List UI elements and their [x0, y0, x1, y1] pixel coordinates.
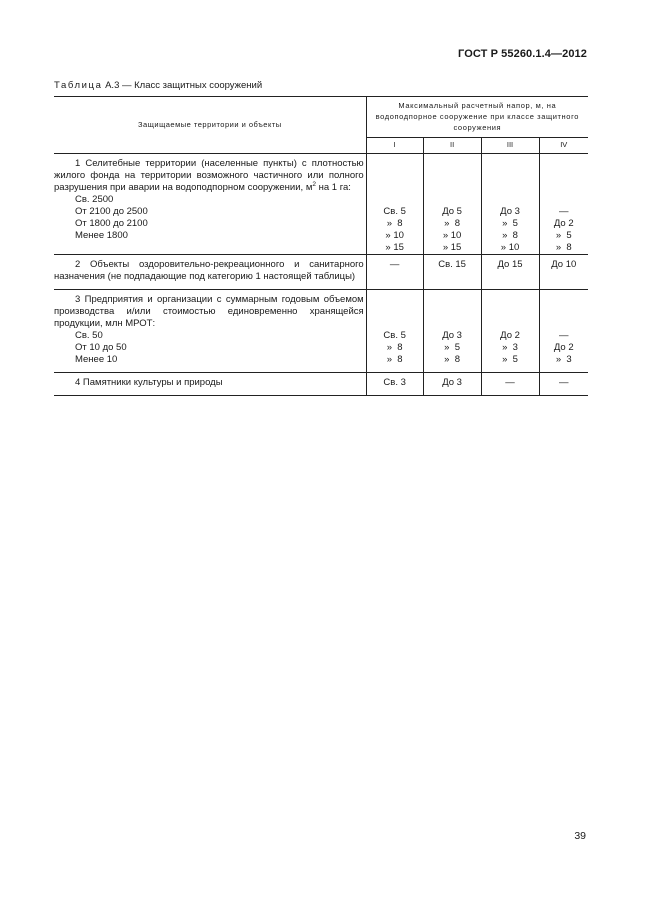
- value-cell: Св. 5 » 8 » 10 » 15: [366, 154, 423, 255]
- value-cell: До 15: [481, 255, 539, 290]
- table-caption: [54, 80, 262, 91]
- row-1-subitem: Св. 2500: [75, 194, 114, 205]
- value-cell: До 5 » 8 » 10 » 15: [423, 154, 481, 255]
- protective-structures-table: [54, 96, 588, 396]
- table-row: [54, 290, 588, 373]
- row-1-subitem: Менее 1800: [75, 230, 128, 241]
- table-row: [54, 373, 588, 396]
- class-header-2: II: [423, 137, 481, 153]
- value-cell: — До 2 » 3: [539, 290, 588, 373]
- class-header-4: IV: [539, 137, 588, 153]
- value-cell: — До 2 » 5 » 8: [539, 154, 588, 255]
- value-cell: —: [366, 255, 423, 290]
- value-cell: До 3 » 5 » 8: [423, 290, 481, 373]
- row-3-subitem: Менее 10: [75, 354, 118, 365]
- row-1-text: 1 Селитебные территории (населенные пункты) с плотностью жилого фонда на территории возможного частичного или полного разрушения при аварии на водоподпорном сооружении, $м^2$ на 1 га:: [54, 158, 364, 193]
- standard-code: ГОСТ Р 55260.1.4—2012: [458, 48, 587, 60]
- table-row: [54, 154, 588, 255]
- value-cell: Св. 5 » 8 » 8: [366, 290, 423, 373]
- column-header-max-head: Максимальный расчетный напор, м, на водоподпорное сооружение при классе защитного сооружения: [366, 97, 588, 138]
- row-description: [54, 154, 366, 255]
- row-description: [54, 290, 366, 373]
- value-cell: До 2 » 3 » 5: [481, 290, 539, 373]
- row-2-text: 2 Объекты оздоровительно-рекреационного и санитарного назначения (не подпадающие под категорию 1 настоящей таблицы): [54, 259, 364, 282]
- value-cell: —: [539, 373, 588, 396]
- value-cell: Св. 15: [423, 255, 481, 290]
- row-description: [54, 373, 366, 396]
- class-header-3: III: [481, 137, 539, 153]
- value-cell: Св. 3: [366, 373, 423, 396]
- table-row: [54, 255, 588, 290]
- row-3-subitem: Св. 50: [75, 330, 103, 341]
- row-4-text: 4 Памятники культуры и природы: [75, 377, 223, 388]
- class-header-1: I: [366, 137, 423, 153]
- row-description: [54, 255, 366, 290]
- value-cell: —: [481, 373, 539, 396]
- row-3-subitem: От 10 до 50: [75, 342, 127, 353]
- value-cell: До 10: [539, 255, 588, 290]
- value-cell: До 3 » 5 » 8 » 10: [481, 154, 539, 255]
- page-number: 39: [574, 830, 586, 842]
- table-title: А.3 — Класс защитных сооружений: [105, 80, 263, 91]
- row-3-text: 3 Предприятия и организации с суммарным годовым объемом производства и/или стоимостью единовременно хранящейся продукции, млн МРОТ:: [54, 294, 364, 329]
- row-1-subitem: От 2100 до 2500: [75, 206, 148, 217]
- row-1-subitem: От 1800 до 2100: [75, 218, 148, 229]
- table-word: Таблица: [54, 80, 103, 91]
- column-header-objects: Защищаемые территории и объекты: [54, 97, 366, 154]
- value-cell: До 3: [423, 373, 481, 396]
